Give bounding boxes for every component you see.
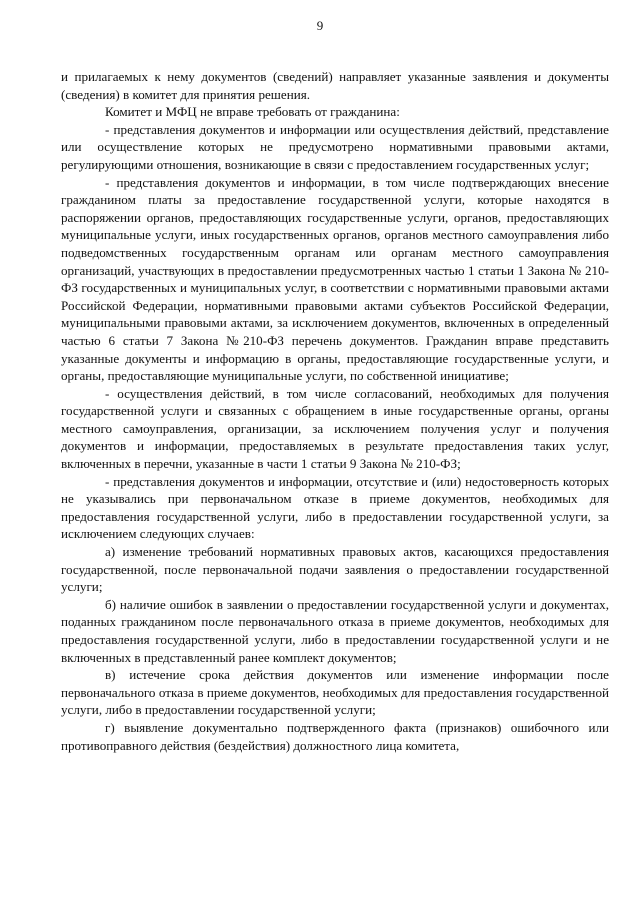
paragraph-intro: Комитет и МФЦ не вправе требовать от гражданина:: [105, 104, 400, 120]
list-item: - представления документов и информации, в том числе подтверждающих внесение гражданином платы за предоставление государственной услуги, которые находятся в распоряжении органов, предоставляющих государственные услуги, органов, предоставляющих муниципальные услуги, иных государственных органов, органов местного самоуправления либо подведомственных государственным органам или органам местного самоуправления организаций, участвующих в предоставлении предусмотренных частью 1 статьи 1 Закона № 210-ФЗ государственных и муниципальных услуг, в соответствии с нормативными правовыми актами Российской Федерации, нормативными правовыми актами субъектов Российской Федерации, муниципальными правовыми актами, за исключением документов, включенных в определенный частью 6 статьи 7 Закона №210-ФЗ перечень документов. Гражданин вправе представить указанные документы и информацию в органы, предоставляющие государственные услуги, и органы, предоставляющие муниципальные услуги, по собственной инициативе;: [61, 174, 609, 384]
list-item: - представления документов и информации или осуществления действий, представление или осуществление которых не предусмотрено нормативными правовыми актами, регулирующими отношения, возникающие в связи с предоставлением государственных услуг;: [61, 121, 609, 172]
list-item: - представления документов и информации, отсутствие и (или) недостоверность которых не указывались при первоначальном отказе в приеме документов, необходимых для предоставления государственной услуги, либо в предоставлении государственной услуги, за исключением следующих случаев:: [61, 473, 609, 542]
list-item: - осуществления действий, в том числе согласований, необходимых для получения государственной услуги и связанных с обращением в иные государственные органы, органы местного самоуправления, организации, за исключением получения услуг и получения документов и информации, предоставляемых в результате предоставления таких услуг, включенных в перечни, указанные в части 1 статьи 9 Закона № 210-ФЗ;: [61, 385, 609, 472]
sub-item-d: г) выявление документально подтвержденного факта (признаков) ошибочного или противоправного действия (бездействия) должностного лица комитета,: [61, 719, 609, 753]
document-body: [61, 68, 609, 754]
sub-item-b: б) наличие ошибок в заявлении о предоставлении государственной услуги и документах, поданных гражданином после первоначального отказа в приеме документов, необходимых для предоставления государственной услуги, либо в предоставлении государственной услуги и не включенных в представленный ранее комплект документов;: [61, 596, 609, 665]
page-number: 9: [316, 18, 324, 33]
paragraph-continuation: и прилагаемых к нему документов (сведений) направляет указанные заявления и документы (сведения) в комитет для принятия решения.: [61, 69, 609, 102]
sub-item-c: в) истечение срока действия документов или изменение информации после первоначального отказа в приеме документов, необходимых для предоставления государственной услуги, либо в предоставлении государственной услуги;: [61, 667, 609, 718]
sub-item-a: а) изменение требований нормативных правовых актов, касающихся предоставления государственной, после первоначальной подачи заявления о предоставлении государственной услуги;: [61, 544, 609, 595]
